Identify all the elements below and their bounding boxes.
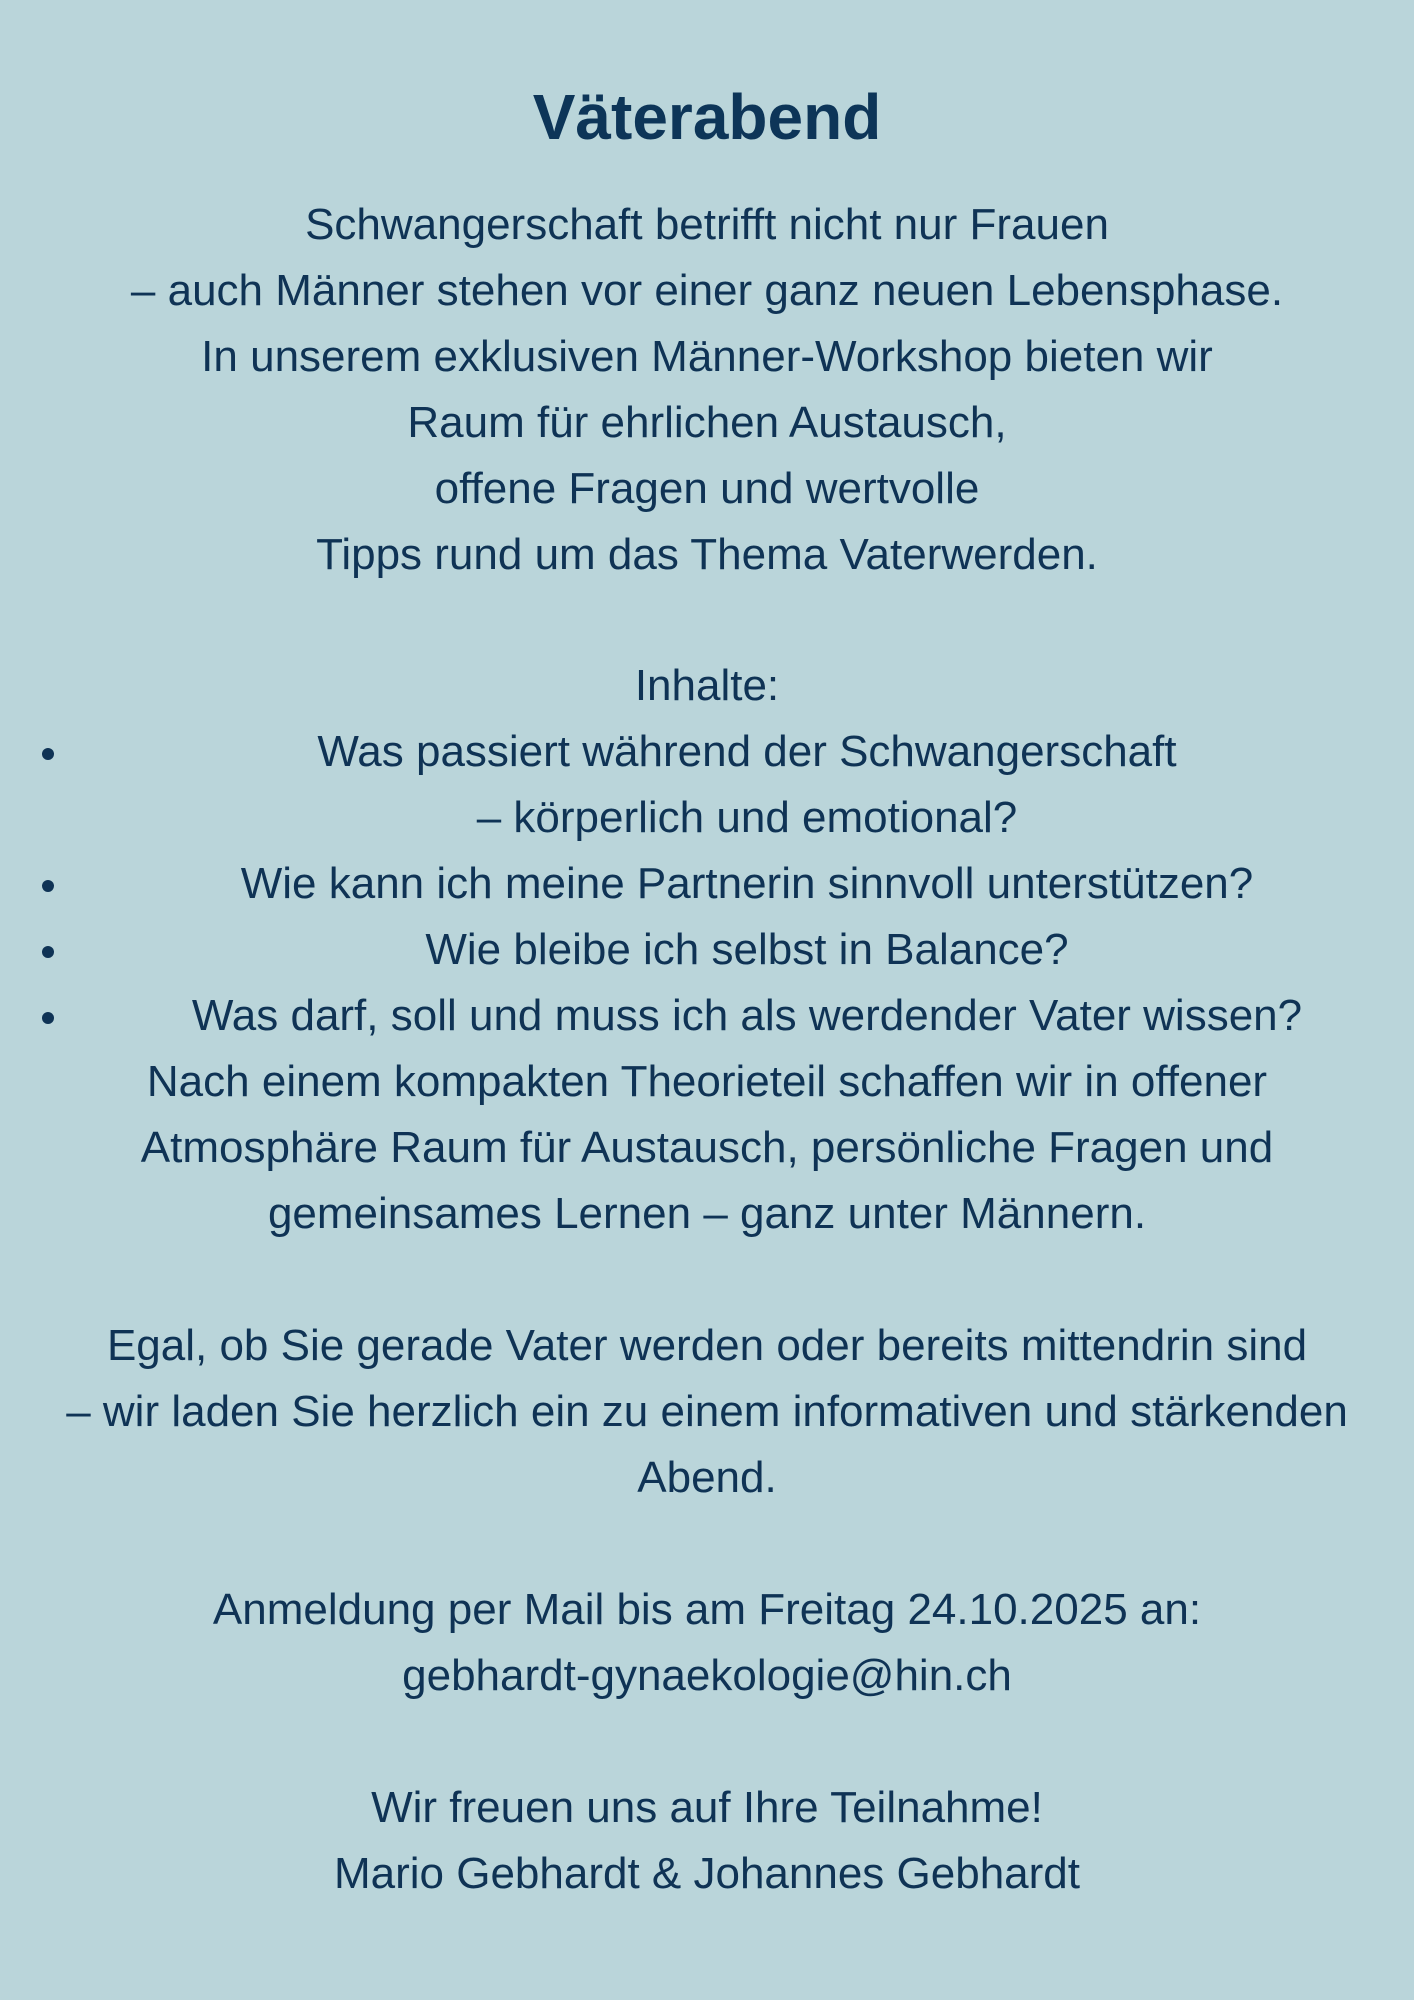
closing-paragraph <box>0 1049 1414 1247</box>
invite-line: – wir laden Sie herzlich ein zu einem informativen und stärkenden <box>66 1387 1348 1436</box>
bullet-dot-icon <box>42 748 54 760</box>
closing-line: Nach einem kompakten Theorieteil schaffen wir in offener <box>146 1057 1268 1106</box>
list-item-text: Wie bleibe ich selbst in Balance? <box>425 925 1069 974</box>
bullet-dot-icon <box>42 1012 54 1024</box>
invite-line: Abend. <box>637 1453 777 1502</box>
list-item-text: Was passiert während der Schwangerschaft <box>317 727 1177 776</box>
list-item <box>0 851 1414 917</box>
list-item-text: Was darf, soll und muss ich als werdender Vater wissen? <box>191 991 1303 1040</box>
registration-paragraph <box>0 1577 1414 1709</box>
thanks-paragraph <box>0 1775 1414 1907</box>
list-item-text: – körperlich und emotional? <box>476 793 1018 842</box>
intro-line: offene Fragen und wertvolle <box>434 464 980 513</box>
intro-line: Tipps rund um das Thema Vaterwerden. <box>316 530 1098 579</box>
intro-line: Schwangerschaft betrifft nicht nur Frauen <box>305 200 1109 249</box>
intro-line: Raum für ehrlichen Austausch, <box>407 398 1007 447</box>
intro-line: In unserem exklusiven Männer-Workshop bieten wir <box>201 332 1213 381</box>
list-item <box>0 719 1414 851</box>
closing-line: gemeinsames Lernen – ganz unter Männern. <box>267 1189 1147 1238</box>
signature-line: Mario Gebhardt & Johannes Gebhardt <box>333 1849 1080 1898</box>
intro-paragraph <box>0 192 1414 588</box>
intro-line: – auch Männer stehen vor einer ganz neuen Lebensphase. <box>130 266 1284 315</box>
list-item-text: Wie kann ich meine Partnerin sinnvoll unterstützen? <box>240 859 1254 908</box>
page-title: Väterabend <box>532 80 882 153</box>
closing-line: Atmosphäre Raum für Austausch, persönliche Fragen und <box>140 1123 1274 1172</box>
contents-label: Inhalte: <box>634 661 780 710</box>
contents-list <box>0 719 1414 1049</box>
registration-email: gebhardt-gynaekologie@hin.ch <box>402 1651 1012 1700</box>
list-item <box>0 983 1414 1049</box>
list-item <box>0 917 1414 983</box>
invite-line: Egal, ob Sie gerade Vater werden oder bereits mittendrin sind <box>106 1321 1308 1370</box>
thanks-line: Wir freuen uns auf Ihre Teilnahme! <box>371 1783 1043 1832</box>
registration-line: Anmeldung per Mail bis am Freitag 24.10.2025 an: <box>212 1585 1202 1634</box>
invite-paragraph <box>0 1313 1414 1511</box>
bullet-dot-icon <box>42 880 54 892</box>
contents-heading <box>0 653 1414 719</box>
bullet-dot-icon <box>42 946 54 958</box>
